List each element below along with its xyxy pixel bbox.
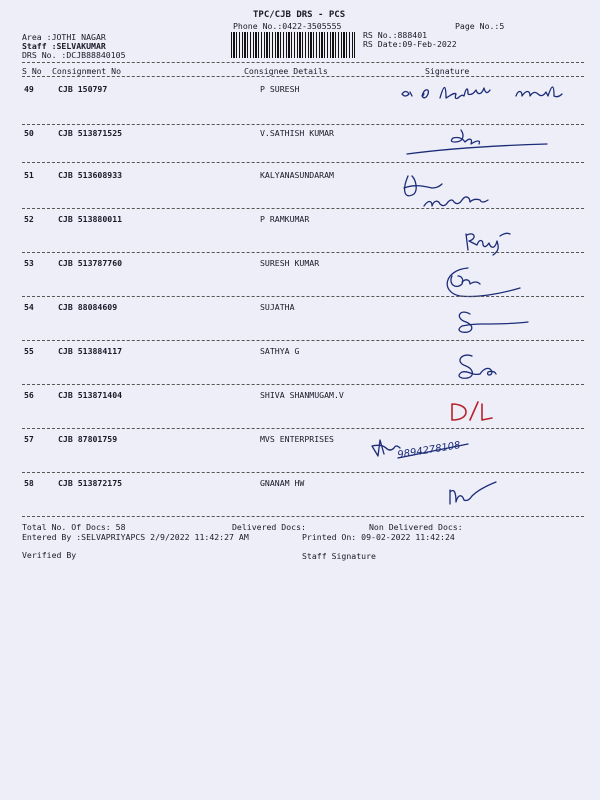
entered-by: Entered By :SELVAPRIYAPCS 2/9/2022 11:42:27 AM <box>22 532 249 542</box>
row-consignment: CJB 513871404 <box>58 390 123 400</box>
page-number: Page No.:5 <box>455 21 505 31</box>
signature-icon <box>448 400 498 424</box>
row-divider <box>22 428 584 429</box>
row-consignment: CJB 87801759 <box>58 434 118 444</box>
area-label: Area :JOTHI NAGAR <box>22 32 106 42</box>
table-row <box>0 84 600 128</box>
row-sno: 58 <box>24 478 34 488</box>
signature-icon <box>398 82 598 104</box>
column-sno: S No <box>22 66 42 76</box>
row-consignment: CJB 513871525 <box>58 128 123 138</box>
verified-by: Verified By <box>22 550 77 560</box>
staff-label: Staff :SELVAKUMAR <box>22 41 106 51</box>
row-sno: 55 <box>24 346 34 356</box>
row-consignee: KALYANASUNDARAM <box>260 170 334 180</box>
row-divider <box>22 296 584 297</box>
staff-signature-label: Staff Signature <box>302 551 376 561</box>
row-consignment: CJB 513880011 <box>58 214 123 224</box>
header-divider-bottom <box>22 76 584 77</box>
row-divider <box>22 162 584 163</box>
signature-icon <box>452 308 542 338</box>
signature-phone-text: 9894278108 <box>396 440 462 461</box>
row-consignee: GNANAM HW <box>260 478 305 488</box>
row-consignee: SUJATHA <box>260 302 295 312</box>
row-consignee: SATHYA G <box>260 346 300 356</box>
row-consignment: CJB 150797 <box>58 84 108 94</box>
signature-icon <box>462 230 522 254</box>
signature-icon <box>446 482 506 508</box>
header-divider-top <box>22 62 584 63</box>
row-consignee: P RAMKUMAR <box>260 214 310 224</box>
table-row <box>0 128 600 172</box>
printed-on: Printed On: 09-02-2022 11:42:24 <box>302 532 455 542</box>
column-consignment: Consignment No <box>52 66 122 76</box>
signature-icon <box>452 352 512 384</box>
column-signature: Signature <box>425 66 470 76</box>
row-consignment: CJB 513608933 <box>58 170 123 180</box>
row-sno: 52 <box>24 214 34 224</box>
row-divider <box>22 384 584 385</box>
row-consignment: CJB 513884117 <box>58 346 123 356</box>
row-consignment: CJB 88084609 <box>58 302 118 312</box>
row-consignee: SHIVA SHANMUGAM.V <box>260 390 344 400</box>
row-divider <box>22 516 584 517</box>
signature-icon <box>438 264 528 304</box>
row-consignee: V.SATHISH KUMAR <box>260 128 334 138</box>
row-consignee: MVS ENTERPRISES <box>260 434 334 444</box>
row-divider <box>22 124 584 125</box>
total-docs: Total No. Of Docs: 58 <box>22 522 126 532</box>
row-sno: 53 <box>24 258 34 268</box>
row-divider <box>22 472 584 473</box>
column-consignee: Consignee Details <box>244 66 328 76</box>
rs-date: RS Date:09-Feb-2022 <box>363 39 457 49</box>
row-sno: 56 <box>24 390 34 400</box>
row-consignee: P SURESH <box>260 84 300 94</box>
row-consignee: SURESH KUMAR <box>260 258 320 268</box>
row-divider <box>22 340 584 341</box>
signature-icon <box>405 128 555 160</box>
row-sno: 57 <box>24 434 34 444</box>
document-title: TPC/CJB DRS - PCS <box>253 10 346 20</box>
row-divider <box>22 208 584 209</box>
delivered-docs: Delivered Docs: <box>232 522 306 532</box>
row-sno: 50 <box>24 128 34 138</box>
row-sno: 49 <box>24 84 34 94</box>
drs-number: DRS No. :DCJB88840105 <box>22 50 126 60</box>
row-sno: 54 <box>24 302 34 312</box>
row-sno: 51 <box>24 170 34 180</box>
phone-number: Phone No.:0422-3505555 <box>233 21 342 31</box>
rs-number: RS No.:888401 <box>363 30 428 40</box>
barcode-icon <box>231 32 355 58</box>
row-consignment: CJB 513872175 <box>58 478 123 488</box>
row-consignment: CJB 513787760 <box>58 258 123 268</box>
row-divider <box>22 252 584 253</box>
signature-icon <box>368 436 478 466</box>
non-delivered-docs: Non Delivered Docs: <box>369 522 463 532</box>
